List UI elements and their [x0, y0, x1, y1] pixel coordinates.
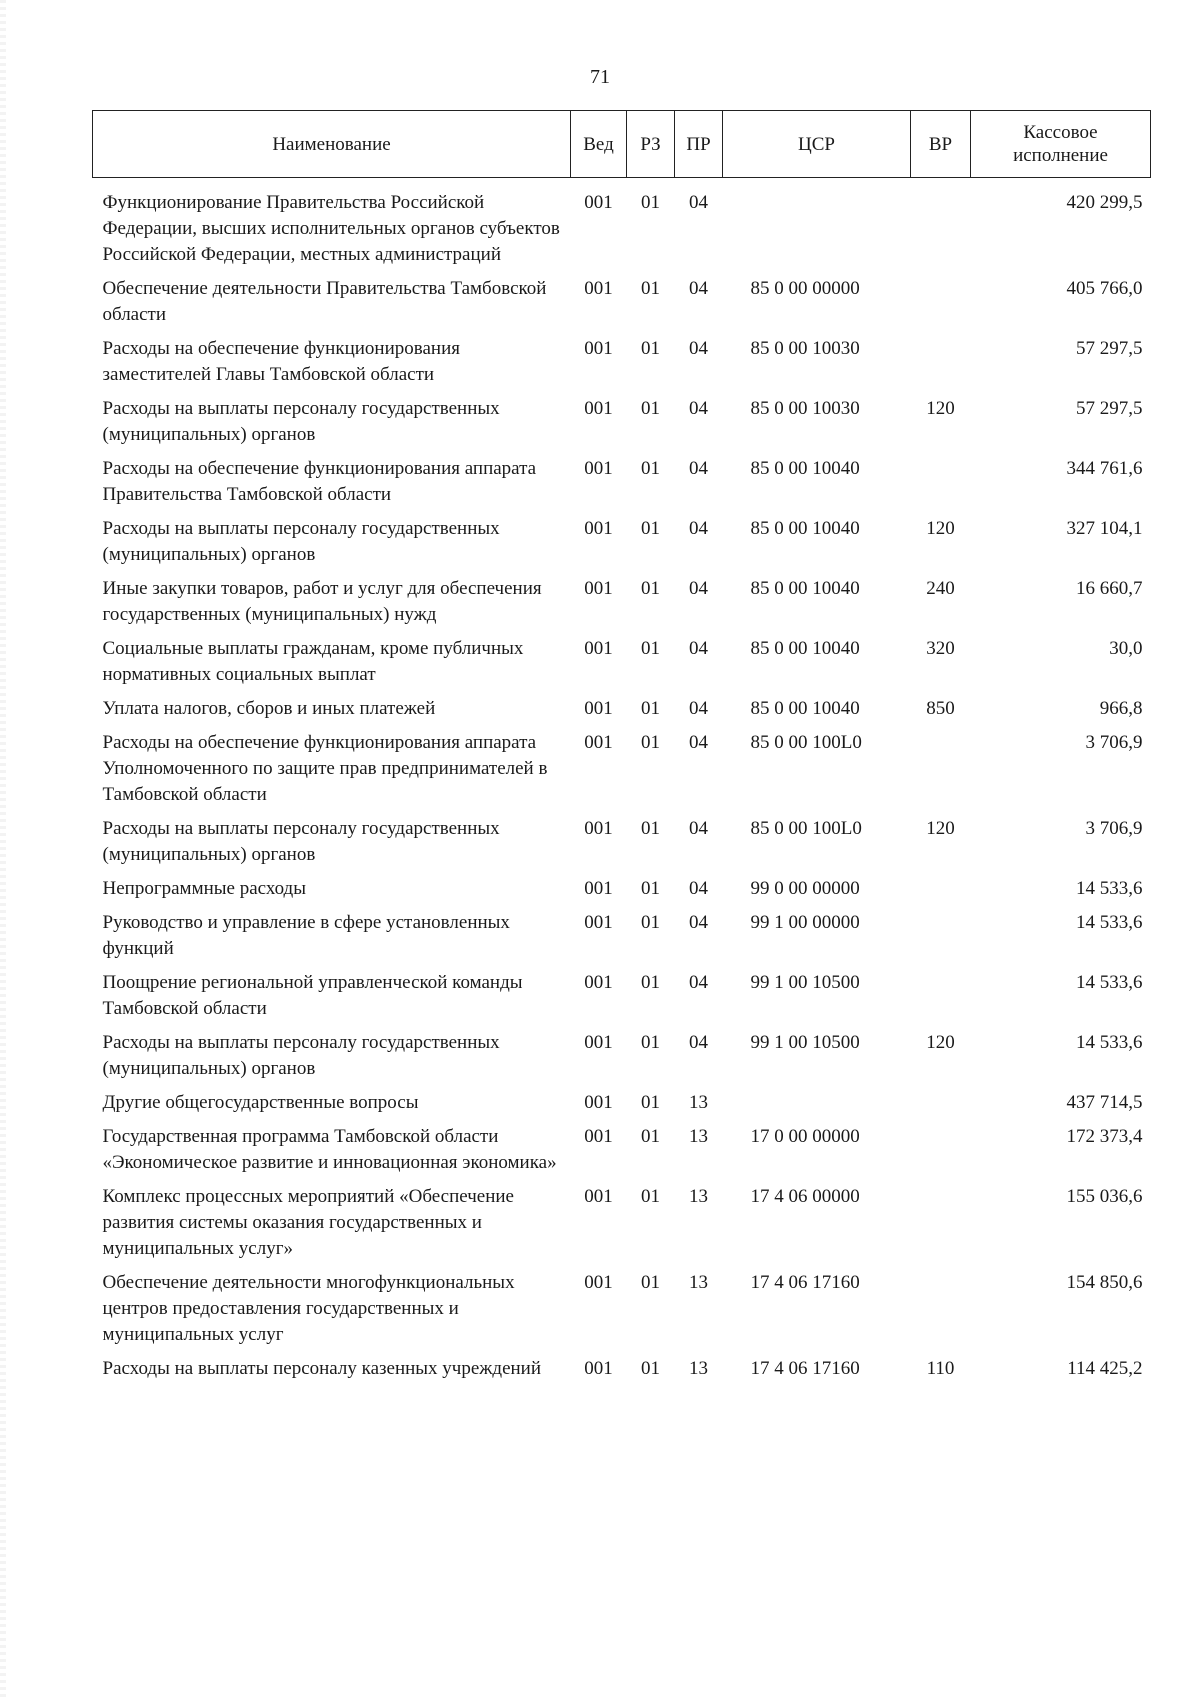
row-amount: 155 036,6 — [1066, 1186, 1143, 1207]
row-csr: 99 1 00 10500 — [750, 1032, 860, 1053]
row-pr: 13 — [689, 1126, 708, 1147]
row-pr: 04 — [689, 972, 708, 993]
row-ved: 001 — [584, 972, 613, 993]
row-vr: 120 — [926, 518, 955, 539]
row-pr: 04 — [689, 278, 708, 299]
table-row — [93, 268, 1151, 328]
row-pr: 04 — [689, 878, 708, 899]
row-name: Поощрение региональной управленческой команды Тамбовской области — [102, 972, 523, 1019]
table-row — [93, 1262, 1151, 1348]
table-row — [93, 1348, 1151, 1382]
row-rz: 01 — [641, 1358, 660, 1379]
row-amount: 30,0 — [1109, 638, 1143, 659]
row-pr: 04 — [689, 192, 708, 213]
row-csr: 17 4 06 17160 — [750, 1272, 860, 1293]
row-vr: 110 — [926, 1358, 955, 1379]
row-ved: 001 — [584, 1358, 613, 1379]
row-vr — [911, 268, 971, 328]
row-ved: 001 — [584, 732, 613, 753]
row-vr: 120 — [926, 1032, 955, 1053]
row-amount: 14 533,6 — [1076, 878, 1143, 899]
row-amount: 114 425,2 — [1067, 1358, 1143, 1379]
row-name: Социальные выплаты гражданам, кроме публичных нормативных социальных выплат — [102, 638, 524, 685]
row-pr: 04 — [689, 638, 708, 659]
table-row — [93, 722, 1151, 808]
row-ved: 001 — [584, 458, 613, 479]
row-amount: 57 297,5 — [1076, 338, 1143, 359]
header-csr: ЦСР — [723, 111, 911, 178]
row-rz: 01 — [641, 1032, 660, 1053]
header-rz: РЗ — [627, 111, 675, 178]
table-row — [93, 328, 1151, 388]
row-name: Руководство и управление в сфере установленных функций — [102, 912, 510, 959]
header-ved: Вед — [571, 111, 627, 178]
row-rz: 01 — [641, 912, 660, 933]
row-name: Расходы на обеспечение функционирования заместителей Главы Тамбовской области — [102, 338, 460, 385]
row-ved: 001 — [584, 578, 613, 599]
row-csr: 99 0 00 00000 — [750, 878, 860, 899]
row-csr: 85 0 00 10030 — [750, 398, 860, 419]
row-rz: 01 — [641, 732, 660, 753]
row-vr — [911, 1116, 971, 1176]
row-amount: 57 297,5 — [1076, 398, 1143, 419]
row-csr: 85 0 00 10040 — [750, 458, 860, 479]
row-csr: 85 0 00 100L0 — [750, 818, 862, 839]
row-vr — [911, 328, 971, 388]
row-vr — [911, 962, 971, 1022]
row-rz: 01 — [641, 458, 660, 479]
row-rz: 01 — [641, 698, 660, 719]
row-vr — [911, 868, 971, 902]
table-row — [93, 388, 1151, 448]
row-name: Непрограммные расходы — [102, 878, 306, 899]
header-amount: Кассовое исполнение — [971, 111, 1151, 178]
row-ved: 001 — [584, 278, 613, 299]
row-pr: 04 — [689, 912, 708, 933]
row-amount: 14 533,6 — [1076, 1032, 1143, 1053]
row-rz: 01 — [641, 1126, 660, 1147]
row-name: Функционирование Правительства Российской Федерации, высших исполнительных органов субъектов Российской Федерации, местных администраций — [102, 192, 560, 265]
table-row — [93, 628, 1151, 688]
row-amount: 14 533,6 — [1076, 972, 1143, 993]
table-row — [93, 508, 1151, 568]
row-csr: 85 0 00 10030 — [750, 338, 860, 359]
row-amount: 327 104,1 — [1066, 518, 1143, 539]
row-csr: 17 4 06 17160 — [750, 1358, 860, 1379]
row-pr: 04 — [689, 458, 708, 479]
row-name: Иные закупки товаров, работ и услуг для обеспечения государственных (муниципальных) нужд — [102, 578, 542, 625]
table-row — [93, 902, 1151, 962]
row-amount: 966,8 — [1099, 698, 1143, 719]
row-ved: 001 — [584, 398, 613, 419]
row-pr: 13 — [689, 1272, 708, 1293]
row-ved: 001 — [584, 1126, 613, 1147]
row-rz: 01 — [641, 638, 660, 659]
row-name: Обеспечение деятельности Правительства Тамбовской области — [102, 278, 547, 325]
row-rz: 01 — [641, 398, 660, 419]
row-ved: 001 — [584, 878, 613, 899]
row-rz: 01 — [641, 1092, 660, 1113]
row-vr: 850 — [926, 698, 955, 719]
row-pr: 04 — [689, 338, 708, 359]
row-name: Расходы на обеспечение функционирования аппарата Уполномоченного по защите прав предпринимателей в Тамбовской области — [102, 732, 548, 805]
row-rz: 01 — [641, 818, 660, 839]
row-csr — [723, 1082, 911, 1116]
row-csr: 85 0 00 00000 — [750, 278, 860, 299]
row-pr: 04 — [689, 732, 708, 753]
row-rz: 01 — [641, 972, 660, 993]
row-rz: 01 — [641, 578, 660, 599]
row-ved: 001 — [584, 1272, 613, 1293]
row-name: Государственная программа Тамбовской области «Экономическое развитие и инновационная экономика» — [102, 1126, 557, 1173]
header-name: Наименование — [93, 111, 571, 178]
row-pr: 04 — [689, 818, 708, 839]
row-ved: 001 — [584, 192, 613, 213]
row-vr — [911, 1262, 971, 1348]
row-amount: 14 533,6 — [1076, 912, 1143, 933]
header-pr: ПР — [675, 111, 723, 178]
row-rz: 01 — [641, 278, 660, 299]
row-ved: 001 — [584, 1186, 613, 1207]
row-vr: 120 — [926, 398, 955, 419]
row-ved: 001 — [584, 1092, 613, 1113]
row-name: Расходы на выплаты персоналу казенных учреждений — [102, 1358, 542, 1379]
row-name: Комплекс процессных мероприятий «Обеспечение развития системы оказания государственных и муниципальных услуг» — [102, 1186, 514, 1259]
table-row — [93, 568, 1151, 628]
row-vr — [911, 448, 971, 508]
row-rz: 01 — [641, 192, 660, 213]
table-row — [93, 808, 1151, 868]
row-ved: 001 — [584, 818, 613, 839]
row-rz: 01 — [641, 338, 660, 359]
row-vr — [911, 722, 971, 808]
row-pr: 04 — [689, 398, 708, 419]
header-vr: ВР — [911, 111, 971, 178]
row-pr: 13 — [689, 1186, 708, 1207]
row-vr: 320 — [926, 638, 955, 659]
row-pr: 13 — [689, 1092, 708, 1113]
table-header-row — [93, 111, 1151, 178]
row-name: Другие общегосударственные вопросы — [102, 1092, 419, 1113]
row-ved: 001 — [584, 912, 613, 933]
row-name: Расходы на обеспечение функционирования аппарата Правительства Тамбовской области — [102, 458, 537, 505]
row-csr — [723, 178, 911, 269]
row-csr: 17 4 06 00000 — [750, 1186, 860, 1207]
row-vr: 120 — [926, 818, 955, 839]
row-ved: 001 — [584, 698, 613, 719]
row-csr: 99 1 00 00000 — [750, 912, 860, 933]
row-amount: 172 373,4 — [1066, 1126, 1143, 1147]
row-name: Расходы на выплаты персоналу государственных (муниципальных) органов — [102, 1032, 500, 1079]
row-vr — [911, 1082, 971, 1116]
row-csr: 85 0 00 10040 — [750, 638, 860, 659]
row-amount: 405 766,0 — [1066, 278, 1143, 299]
table-row — [93, 868, 1151, 902]
row-csr: 85 0 00 10040 — [750, 518, 860, 539]
row-rz: 01 — [641, 1186, 660, 1207]
row-vr — [911, 902, 971, 962]
row-pr: 04 — [689, 518, 708, 539]
row-amount: 16 660,7 — [1076, 578, 1143, 599]
table-row — [93, 962, 1151, 1022]
table-row — [93, 448, 1151, 508]
table-row — [93, 1116, 1151, 1176]
row-vr — [911, 1176, 971, 1262]
row-name: Обеспечение деятельности многофункциональных центров предоставления государственных и муниципальных услуг — [102, 1272, 515, 1345]
row-pr: 04 — [689, 1032, 708, 1053]
row-rz: 01 — [641, 1272, 660, 1293]
row-csr: 17 0 00 00000 — [750, 1126, 860, 1147]
row-pr: 04 — [689, 578, 708, 599]
row-amount: 3 706,9 — [1085, 732, 1143, 753]
row-vr: 240 — [926, 578, 955, 599]
table-row — [93, 688, 1151, 722]
table-row — [93, 1022, 1151, 1082]
row-amount: 344 761,6 — [1066, 458, 1143, 479]
table-row — [93, 1176, 1151, 1262]
page-number: 71 — [590, 66, 610, 88]
row-rz: 01 — [641, 518, 660, 539]
row-name: Расходы на выплаты персоналу государственных (муниципальных) органов — [102, 398, 500, 445]
row-ved: 001 — [584, 338, 613, 359]
row-amount: 3 706,9 — [1085, 818, 1143, 839]
row-vr — [911, 178, 971, 269]
row-amount: 437 714,5 — [1066, 1092, 1143, 1113]
row-name: Расходы на выплаты персоналу государственных (муниципальных) органов — [102, 518, 500, 565]
budget-table — [92, 110, 1151, 1382]
row-pr: 04 — [689, 698, 708, 719]
table-row — [93, 178, 1151, 269]
scan-edge — [0, 0, 6, 1697]
row-ved: 001 — [584, 1032, 613, 1053]
row-csr: 85 0 00 10040 — [750, 578, 860, 599]
row-amount: 420 299,5 — [1066, 192, 1143, 213]
row-csr: 85 0 00 10040 — [750, 698, 860, 719]
row-pr: 13 — [689, 1358, 708, 1379]
table-row — [93, 1082, 1151, 1116]
row-ved: 001 — [584, 638, 613, 659]
row-rz: 01 — [641, 878, 660, 899]
row-name: Уплата налогов, сборов и иных платежей — [102, 698, 436, 719]
row-ved: 001 — [584, 518, 613, 539]
row-csr: 99 1 00 10500 — [750, 972, 860, 993]
row-name: Расходы на выплаты персоналу государственных (муниципальных) органов — [102, 818, 500, 865]
row-amount: 154 850,6 — [1066, 1272, 1143, 1293]
row-csr: 85 0 00 100L0 — [750, 732, 862, 753]
